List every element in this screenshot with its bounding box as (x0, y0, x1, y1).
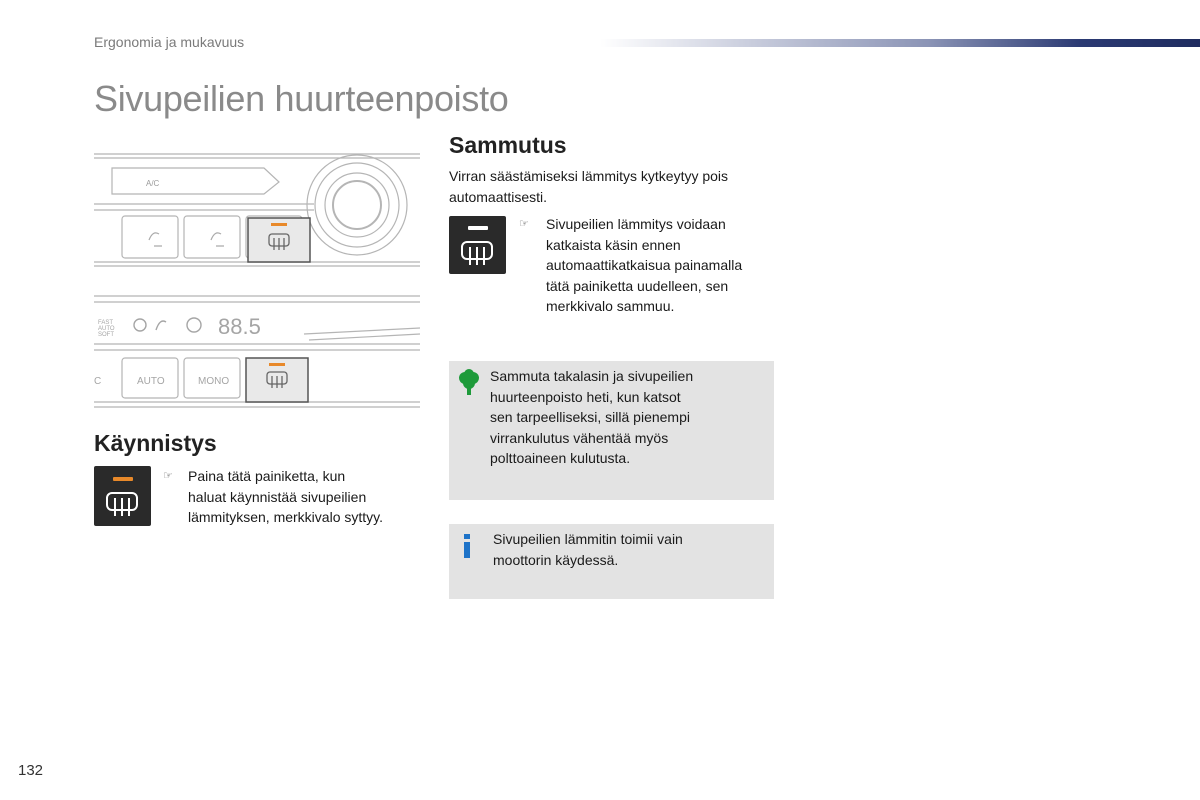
left-c-label: C (94, 376, 102, 387)
mirror-defrost-button-on-icon (94, 466, 151, 526)
text-line: moottorin käydessä. (493, 551, 619, 568)
sammutus-heading: Sammutus (449, 132, 567, 158)
climate-panel-top-illustration (94, 150, 420, 270)
sammutus-text (546, 214, 778, 317)
text-line: polttoaineen kulutusta. (490, 450, 631, 466)
text-line: haluat käynnistää sivupeilien (188, 488, 367, 505)
text-line: Sammuta takalasin ja sivupeilien (490, 368, 694, 384)
sammutus-bullet-icon: ☞ (519, 218, 529, 230)
info-note-text (493, 529, 763, 570)
info-note (449, 524, 774, 599)
text-line: huurteenpoisto heti, kun katsot (490, 388, 681, 405)
text-line: Paina tätä painiketta, kun (188, 468, 346, 484)
section-label: Ergonomia ja mukavuus (94, 34, 245, 50)
text-line: automaattikatkaisua painamalla (546, 257, 743, 273)
sammutus-intro (449, 166, 779, 207)
mirror-defrost-button-off-icon (449, 216, 506, 274)
ac-label: A/C (146, 179, 160, 188)
page-number: 132 (18, 762, 44, 779)
mode-label-soft: SOFT (98, 332, 114, 338)
eco-note (449, 361, 774, 500)
mono-button-label: MONO (198, 376, 230, 387)
text-line: virrankulutus vähentää myös (490, 429, 669, 446)
display-readout: 88.5 (218, 314, 261, 339)
mode-label-fast: FAST (98, 320, 114, 326)
text-line: merkkivalo sammuu. (546, 298, 675, 314)
auto-button-label: AUTO (137, 376, 165, 387)
text-line: Sivupeilien lämmitin toimii vain (493, 531, 683, 547)
text-line: lämmityksen, merkkivalo syttyy. (188, 509, 383, 525)
mode-label-auto: AUTO (98, 326, 115, 332)
text-line: tätä painiketta uudelleen, sen (546, 277, 729, 294)
page-title: Sivupeilien huurteenpoisto (94, 78, 509, 119)
tree-icon (457, 369, 481, 397)
climate-panel-bottom-illustration (94, 294, 420, 410)
kaynnistys-text (188, 466, 418, 528)
info-icon (462, 534, 472, 558)
kaynnistys-heading: Käynnistys (94, 430, 217, 456)
eco-note-text (490, 366, 770, 469)
text-line: Virran säästämiseksi lämmitys kytkeytyy pois (449, 168, 729, 184)
text-line: automaattisesti. (449, 188, 548, 205)
header-bar (600, 39, 1200, 47)
text-line: katkaista käsin ennen (546, 236, 681, 253)
text-line: sen tarpeelliseksi, sillä pienempi (490, 409, 690, 425)
text-line: Sivupeilien lämmitys voidaan (546, 216, 726, 232)
kaynnistys-bullet-icon: ☞ (163, 470, 173, 482)
